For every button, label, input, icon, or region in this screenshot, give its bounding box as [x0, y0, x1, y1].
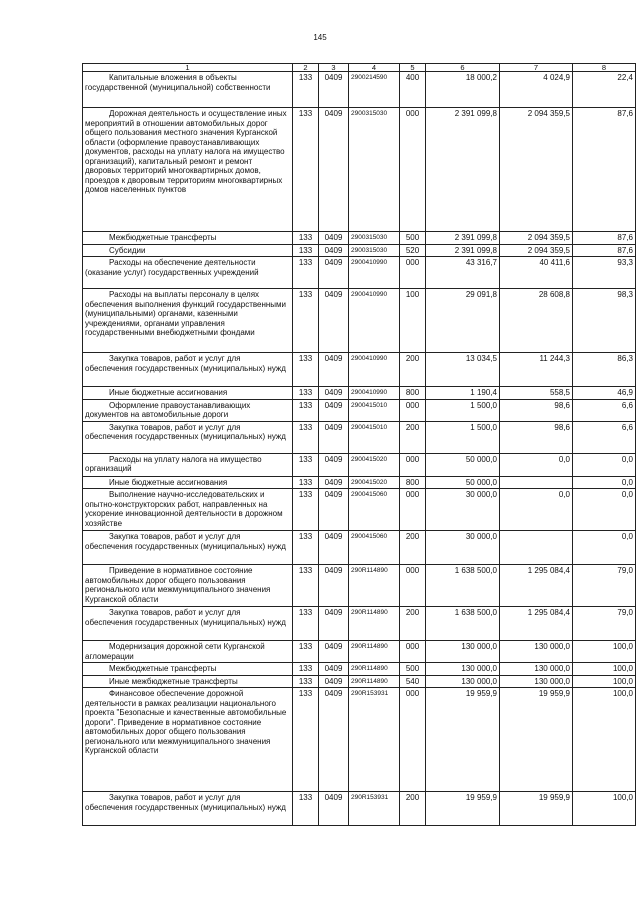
chapter-code: 133	[293, 72, 319, 108]
executed-amount: 19 959,9	[500, 688, 573, 792]
chapter-code: 133	[293, 565, 319, 607]
expense-type-code: 200	[400, 353, 426, 387]
column-header: 1	[83, 64, 293, 72]
column-header: 4	[349, 64, 400, 72]
executed-amount: 40 411,6	[500, 257, 573, 289]
section-code: 0409	[319, 232, 349, 245]
chapter-code: 133	[293, 453, 319, 476]
expense-name: Расходы на выплаты персоналу в целях обеспечения выполнения функций государственными (муниципальными) органами, казенными учреждениями, органами управления государственными внебюджетными фондами	[85, 290, 287, 337]
expense-name-cell	[83, 244, 293, 257]
expense-type-code: 000	[400, 565, 426, 607]
planned-amount: 50 000,0	[426, 476, 500, 489]
expense-type-code: 540	[400, 675, 426, 688]
target-article-code: 2900415020	[349, 476, 400, 489]
chapter-code: 133	[293, 489, 319, 531]
expense-type-code: 100	[400, 289, 426, 353]
expense-name: Финансовое обеспечение дорожной деятельности в рамках реализации национального проекта "Безопасные и качественные автомобильные дороги". Приведение в нормативное состояние автомобильных дорог общего пользования регионального или межмуниципального значения Курганской области	[85, 689, 287, 755]
column-header: 8	[573, 64, 636, 72]
chapter-code: 133	[293, 476, 319, 489]
executed-amount: 2 094 359,5	[500, 244, 573, 257]
planned-amount: 19 959,9	[426, 688, 500, 792]
section-code: 0409	[319, 289, 349, 353]
target-article-code: 2900315030	[349, 232, 400, 245]
table-row	[83, 399, 636, 421]
expense-name: Иные бюджетные ассигнования	[109, 388, 228, 397]
execution-percent: 0,0	[573, 531, 636, 565]
executed-amount	[500, 476, 573, 489]
expense-name: Иные межбюджетные трансферты	[109, 676, 238, 686]
execution-percent: 100,0	[573, 688, 636, 792]
table-row	[83, 387, 636, 400]
executed-amount: 2 094 359,5	[500, 108, 573, 232]
executed-amount: 0,0	[500, 453, 573, 476]
table-row	[83, 108, 636, 232]
execution-percent: 6,6	[573, 399, 636, 421]
chapter-code: 133	[293, 675, 319, 688]
execution-percent: 0,0	[573, 453, 636, 476]
column-header: 3	[319, 64, 349, 72]
planned-amount: 50 000,0	[426, 453, 500, 476]
column-header: 7	[500, 64, 573, 72]
executed-amount: 130 000,0	[500, 641, 573, 663]
expense-name-cell	[83, 663, 293, 676]
section-code: 0409	[319, 565, 349, 607]
execution-percent: 87,6	[573, 108, 636, 232]
executed-amount	[500, 531, 573, 565]
executed-amount: 28 608,8	[500, 289, 573, 353]
executed-amount: 4 024,9	[500, 72, 573, 108]
target-article-code: 2900214590	[349, 72, 400, 108]
chapter-code: 133	[293, 607, 319, 641]
expense-name-cell	[83, 399, 293, 421]
expense-name: Закупка товаров, работ и услуг для обеспечения государственных (муниципальных) нужд	[85, 793, 286, 812]
execution-percent: 79,0	[573, 607, 636, 641]
table-row	[83, 607, 636, 641]
budget-table	[82, 63, 636, 826]
expense-name-cell	[83, 72, 293, 108]
column-header: 2	[293, 64, 319, 72]
table-row	[83, 353, 636, 387]
expense-name: Выполнение научно-исследовательских и опытно-конструкторских работ, направленных на ускорение инновационной деятельности в дорожном хозяйстве	[85, 490, 283, 528]
expense-name: Закупка товаров, работ и услуг для обеспечения государственных (муниципальных) нужд	[85, 608, 286, 627]
execution-percent: 98,3	[573, 289, 636, 353]
chapter-code: 133	[293, 244, 319, 257]
table-row	[83, 232, 636, 245]
target-article-code: 2900415010	[349, 421, 400, 453]
planned-amount: 130 000,0	[426, 641, 500, 663]
execution-percent: 100,0	[573, 792, 636, 826]
target-article-code: 2900415010	[349, 399, 400, 421]
chapter-code: 133	[293, 688, 319, 792]
executed-amount: 130 000,0	[500, 675, 573, 688]
expense-name: Закупка товаров, работ и услуг для обеспечения государственных (муниципальных) нужд	[85, 354, 286, 373]
execution-percent: 100,0	[573, 641, 636, 663]
expense-name-cell	[83, 421, 293, 453]
executed-amount: 558,5	[500, 387, 573, 400]
expense-type-code: 800	[400, 387, 426, 400]
table-row	[83, 72, 636, 108]
executed-amount: 1 295 084,4	[500, 607, 573, 641]
expense-name: Приведение в нормативное состояние автомобильных дорог общего пользования регионального или межмуниципального значения Курганской области	[85, 566, 271, 604]
target-article-code: 2900315030	[349, 244, 400, 257]
target-article-code: 2900415060	[349, 489, 400, 531]
section-code: 0409	[319, 244, 349, 257]
table-row	[83, 641, 636, 663]
expense-name-cell	[83, 453, 293, 476]
table-row	[83, 489, 636, 531]
expense-type-code: 500	[400, 232, 426, 245]
expense-name-cell	[83, 607, 293, 641]
expense-type-code: 000	[400, 257, 426, 289]
execution-percent: 86,3	[573, 353, 636, 387]
chapter-code: 133	[293, 232, 319, 245]
planned-amount: 18 000,2	[426, 72, 500, 108]
expense-name-cell	[83, 641, 293, 663]
section-code: 0409	[319, 476, 349, 489]
expense-name-cell	[83, 108, 293, 232]
expense-name: Модернизация дорожной сети Курганской агломерации	[85, 642, 265, 661]
table-row	[83, 565, 636, 607]
executed-amount: 98,6	[500, 421, 573, 453]
target-article-code: 290R114890	[349, 565, 400, 607]
section-code: 0409	[319, 421, 349, 453]
section-code: 0409	[319, 663, 349, 676]
planned-amount: 2 391 099,8	[426, 108, 500, 232]
expense-name: Расходы на обеспечение деятельности (оказание услуг) государственных учреждений	[85, 258, 259, 277]
section-code: 0409	[319, 641, 349, 663]
target-article-code: 290R153931	[349, 792, 400, 826]
execution-percent: 46,9	[573, 387, 636, 400]
expense-name-cell	[83, 257, 293, 289]
target-article-code: 2900415020	[349, 453, 400, 476]
execution-percent: 0,0	[573, 476, 636, 489]
planned-amount: 30 000,0	[426, 531, 500, 565]
planned-amount: 19 959,9	[426, 792, 500, 826]
section-code: 0409	[319, 675, 349, 688]
executed-amount: 0,0	[500, 489, 573, 531]
expense-name-cell	[83, 675, 293, 688]
executed-amount: 130 000,0	[500, 663, 573, 676]
target-article-code: 2900410990	[349, 387, 400, 400]
expense-name: Субсидии	[109, 245, 146, 255]
expense-name: Закупка товаров, работ и услуг для обеспечения государственных (муниципальных) нужд	[85, 532, 286, 551]
target-article-code: 2900415060	[349, 531, 400, 565]
expense-name: Расходы на уплату налога на имущество организаций	[85, 454, 262, 473]
target-article-code: 290R153931	[349, 688, 400, 792]
table-row	[83, 663, 636, 676]
table-row	[83, 675, 636, 688]
expense-type-code: 800	[400, 476, 426, 489]
section-code: 0409	[319, 688, 349, 792]
chapter-code: 133	[293, 421, 319, 453]
target-article-code: 2900410990	[349, 353, 400, 387]
execution-percent: 87,6	[573, 244, 636, 257]
expense-name-cell	[83, 289, 293, 353]
chapter-code: 133	[293, 792, 319, 826]
table-row	[83, 476, 636, 489]
target-article-code: 2900410990	[349, 289, 400, 353]
chapter-code: 133	[293, 353, 319, 387]
execution-percent: 0,0	[573, 489, 636, 531]
expense-name-cell	[83, 476, 293, 489]
section-code: 0409	[319, 607, 349, 641]
section-code: 0409	[319, 399, 349, 421]
table-row	[83, 421, 636, 453]
chapter-code: 133	[293, 399, 319, 421]
target-article-code: 290R114890	[349, 641, 400, 663]
expense-type-code: 000	[400, 399, 426, 421]
section-code: 0409	[319, 531, 349, 565]
expense-type-code: 000	[400, 688, 426, 792]
expense-type-code: 200	[400, 421, 426, 453]
target-article-code: 290R114890	[349, 607, 400, 641]
execution-percent: 22,4	[573, 72, 636, 108]
execution-percent: 93,3	[573, 257, 636, 289]
expense-name: Межбюджетные трансферты	[109, 664, 217, 673]
expense-name-cell	[83, 387, 293, 400]
executed-amount: 11 244,3	[500, 353, 573, 387]
expense-name: Оформление правоустанавливающих документов на автомобильные дороги	[85, 400, 251, 419]
executed-amount: 1 295 084,4	[500, 565, 573, 607]
expense-type-code: 200	[400, 531, 426, 565]
planned-amount: 2 391 099,8	[426, 232, 500, 245]
section-code: 0409	[319, 453, 349, 476]
expense-type-code: 520	[400, 244, 426, 257]
section-code: 0409	[319, 489, 349, 531]
planned-amount: 43 316,7	[426, 257, 500, 289]
planned-amount: 30 000,0	[426, 489, 500, 531]
expense-type-code: 000	[400, 641, 426, 663]
expense-type-code: 000	[400, 108, 426, 232]
header-row	[83, 64, 636, 72]
table-row	[83, 244, 636, 257]
target-article-code: 2900410990	[349, 257, 400, 289]
planned-amount: 1 500,0	[426, 399, 500, 421]
planned-amount: 130 000,0	[426, 663, 500, 676]
section-code: 0409	[319, 72, 349, 108]
expense-name: Закупка товаров, работ и услуг для обеспечения государственных (муниципальных) нужд	[85, 422, 286, 441]
expense-type-code: 000	[400, 489, 426, 531]
table-row	[83, 688, 636, 792]
planned-amount: 1 500,0	[426, 421, 500, 453]
execution-percent: 6,6	[573, 421, 636, 453]
column-header: 6	[426, 64, 500, 72]
planned-amount: 1 638 500,0	[426, 565, 500, 607]
target-article-code: 290R114890	[349, 663, 400, 676]
column-header: 5	[400, 64, 426, 72]
planned-amount: 1 190,4	[426, 387, 500, 400]
section-code: 0409	[319, 792, 349, 826]
expense-type-code: 500	[400, 663, 426, 676]
table-row	[83, 531, 636, 565]
execution-percent: 87,6	[573, 232, 636, 245]
executed-amount: 2 094 359,5	[500, 232, 573, 245]
expense-name-cell	[83, 489, 293, 531]
expense-name: Капитальные вложения в объекты государственной (муниципальной) собственности	[85, 73, 271, 92]
table-row	[83, 792, 636, 826]
expense-name-cell	[83, 232, 293, 245]
expense-name-cell	[83, 688, 293, 792]
chapter-code: 133	[293, 531, 319, 565]
expense-type-code: 400	[400, 72, 426, 108]
page-number: 145	[313, 33, 327, 42]
target-article-code: 2900315030	[349, 108, 400, 232]
chapter-code: 133	[293, 663, 319, 676]
execution-percent: 100,0	[573, 675, 636, 688]
expense-name: Межбюджетные трансферты	[109, 233, 217, 242]
planned-amount: 130 000,0	[426, 675, 500, 688]
target-article-code: 290R114890	[349, 675, 400, 688]
executed-amount: 19 959,9	[500, 792, 573, 826]
chapter-code: 133	[293, 387, 319, 400]
expense-name-cell	[83, 565, 293, 607]
expense-type-code: 200	[400, 792, 426, 826]
expense-name-cell	[83, 792, 293, 826]
expense-name: Дорожная деятельность и осуществление иных мероприятий в отношении автомобильных дорог общего пользования местного значения Курганской области (оформление правоустанавливающих документов, расходы на уплату налога на имущество организаций), капитальный ремонт и ремонт дворовых территорий многоквартирных домов, проездов к дворовым территориям многоквартирных домов населенных пунктов	[85, 109, 287, 194]
table-row	[83, 289, 636, 353]
chapter-code: 133	[293, 641, 319, 663]
execution-percent: 100,0	[573, 663, 636, 676]
chapter-code: 133	[293, 108, 319, 232]
planned-amount: 29 091,8	[426, 289, 500, 353]
executed-amount: 98,6	[500, 399, 573, 421]
expense-type-code: 200	[400, 607, 426, 641]
planned-amount: 2 391 099,8	[426, 244, 500, 257]
section-code: 0409	[319, 353, 349, 387]
expense-name: Иные бюджетные ассигнования	[109, 477, 228, 487]
planned-amount: 13 034,5	[426, 353, 500, 387]
chapter-code: 133	[293, 289, 319, 353]
section-code: 0409	[319, 387, 349, 400]
execution-percent: 79,0	[573, 565, 636, 607]
chapter-code: 133	[293, 257, 319, 289]
expense-name-cell	[83, 353, 293, 387]
section-code: 0409	[319, 257, 349, 289]
planned-amount: 1 638 500,0	[426, 607, 500, 641]
section-code: 0409	[319, 108, 349, 232]
table-row	[83, 257, 636, 289]
expense-name-cell	[83, 531, 293, 565]
expense-type-code: 000	[400, 453, 426, 476]
table-row	[83, 453, 636, 476]
